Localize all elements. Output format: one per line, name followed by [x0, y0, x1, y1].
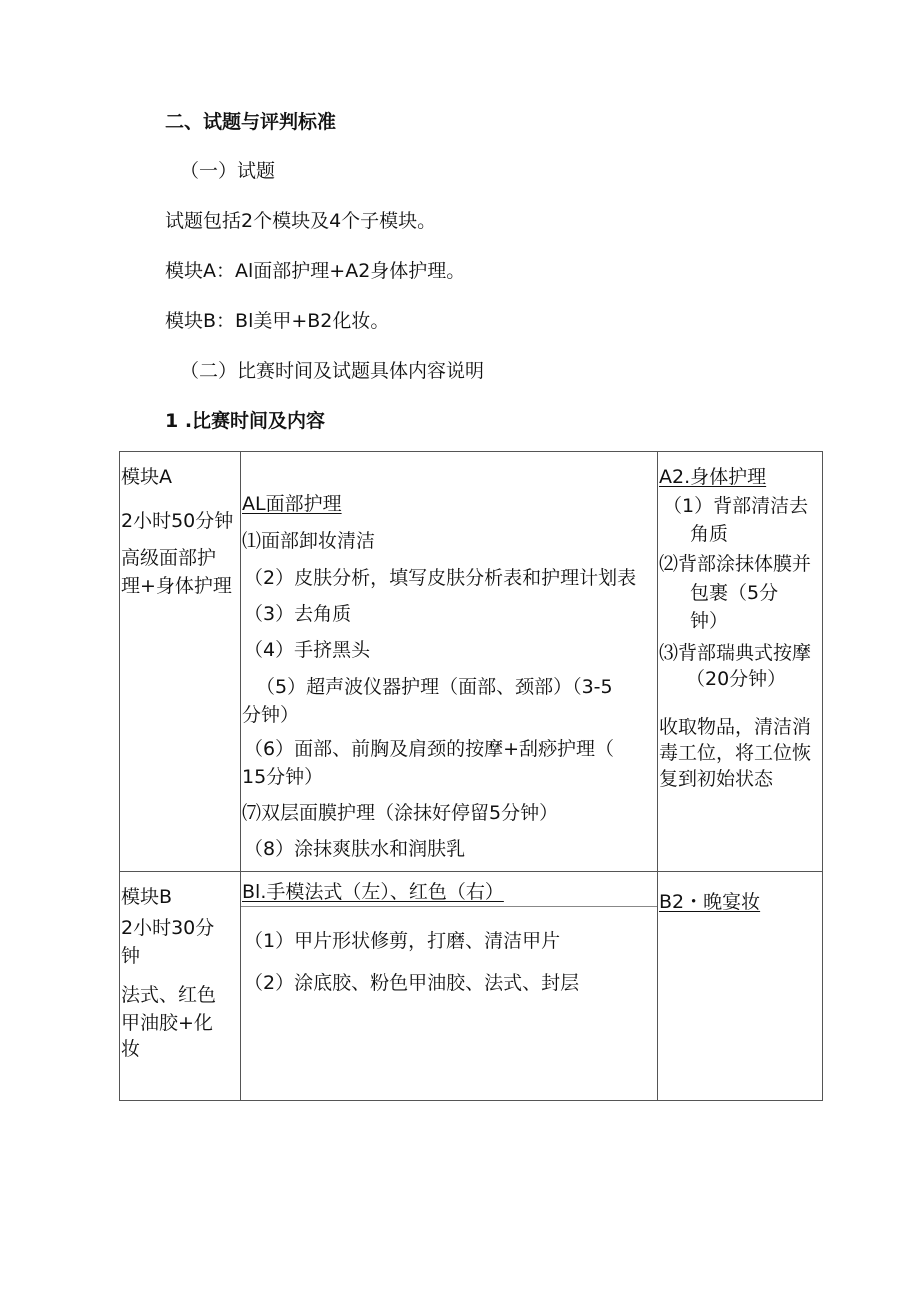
a1-item: （6）面部、前胸及肩颈的按摩+刮痧护理（ — [244, 738, 615, 760]
subsection-2: （二）比赛时间及试题具体内容说明 — [180, 360, 485, 382]
a1-item: ⑺双层面膜护理（涂抹好停留5分钟） — [242, 802, 559, 824]
module-b-desc-3: 妆 — [121, 1038, 141, 1060]
b1-item: （2）涂底胶、粉色甲油胶、法式、封层 — [244, 972, 580, 994]
a2-item: 毒工位，将工位恢 — [659, 742, 812, 764]
item-heading-1: 1 .比赛时间及内容 — [165, 410, 326, 432]
module-b-time-2: 钟 — [121, 945, 141, 967]
a2-item: 收取物品，清洁消 — [659, 716, 812, 738]
a1-title: AL面部护理 — [242, 493, 342, 515]
paragraph-3: 模块B：Bl美甲+B2化妆。 — [165, 310, 390, 332]
section-title: 二、试题与评判标准 — [165, 111, 337, 133]
a1-item: （4）手挤黑头 — [244, 639, 371, 661]
paragraph-2: 模块A：Al面部护理+A2身体护理。 — [165, 260, 466, 282]
a1-item: ⑴面部卸妆清洁 — [242, 530, 376, 552]
module-a-label: 模块A — [121, 466, 172, 488]
a1-item: 分钟） — [242, 704, 300, 726]
module-a-desc-1: 高级面部护 — [121, 547, 217, 569]
a2-item: ⑶背部瑞典式按摩 — [659, 642, 812, 664]
a2-item: 钟） — [690, 610, 729, 632]
a1-item: （8）涂抹爽肤水和润肤乳 — [244, 838, 466, 860]
subsection-1: （一）试题 — [180, 160, 276, 182]
paragraph-1: 试题包括2个模块及4个子模块。 — [165, 210, 437, 232]
module-a-time: 2小时50分钟 — [121, 510, 234, 532]
module-b-desc-2: 甲油胶+化 — [121, 1012, 213, 1034]
a2-item: （1）背部清洁去 — [663, 495, 809, 517]
module-b-time-1: 2小时30分 — [121, 917, 215, 939]
a2-item: 包裹（5分 — [690, 582, 779, 604]
module-b-label: 模块B — [121, 886, 173, 908]
a2-item: 复到初始状态 — [659, 768, 774, 790]
a1-item: （3）去角质 — [244, 603, 352, 625]
a1-item: 15分钟） — [242, 766, 324, 788]
module-a-desc-2: 理+身体护理 — [121, 575, 232, 597]
a1-item: （2）皮肤分析，填写皮肤分析表和护理计划表 — [244, 567, 637, 589]
a2-item: （20分钟） — [686, 668, 787, 690]
b2-title: B2・晚宴妆 — [659, 891, 761, 913]
a2-item: 角质 — [690, 523, 729, 545]
a2-title: A2.身体护理 — [659, 466, 767, 488]
a1-item: （5）超声波仪器护理（面部、颈部）（3-5 — [256, 676, 613, 698]
a2-item: ⑵背部涂抹体膜并 — [659, 553, 812, 575]
module-b-desc-1: 法式、红色 — [121, 984, 217, 1006]
b1-item: （1）甲片形状修剪，打磨、清洁甲片 — [244, 930, 561, 952]
b1-title: Bl.手模法式（左）、红色（右） — [242, 881, 504, 903]
